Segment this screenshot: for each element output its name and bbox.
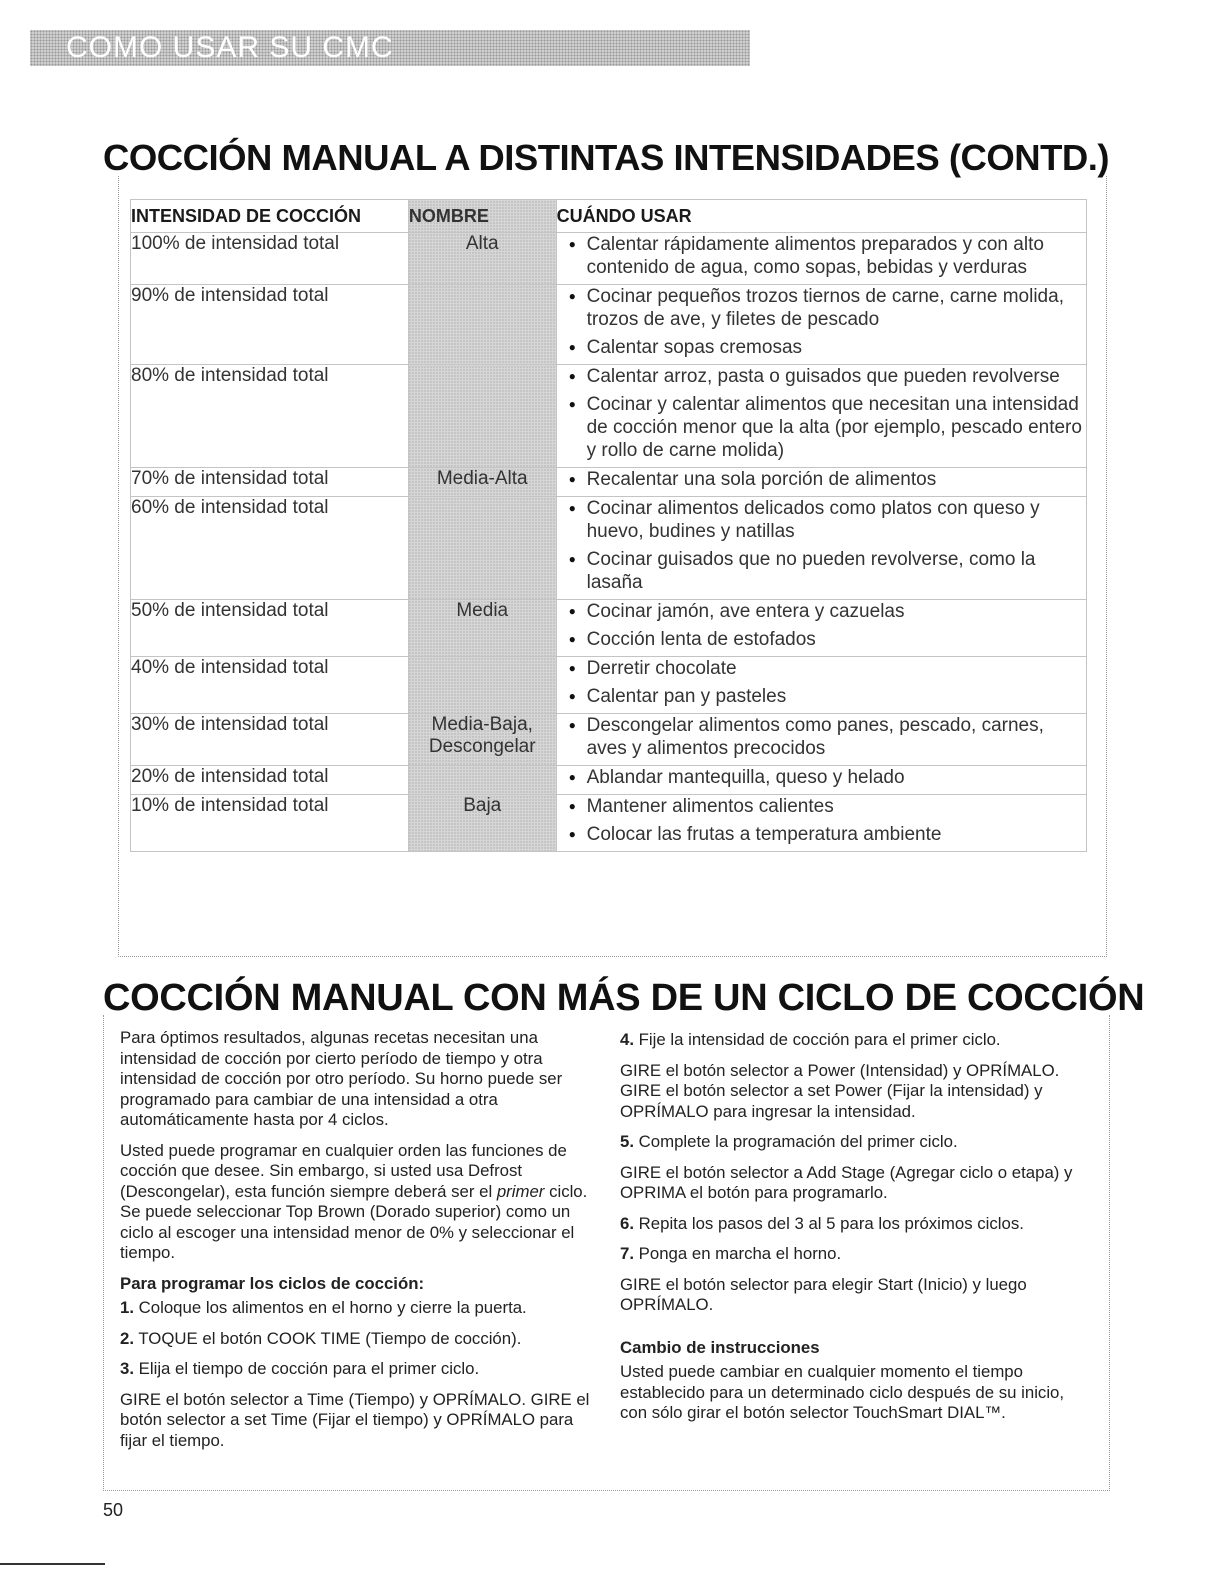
usage-cell [556,766,1086,795]
usage-cell [556,795,1086,852]
usage-item: ● Recalentar una sola porción de alimentos [557,468,1086,491]
usage-cell [556,497,1086,600]
usage-item: ● Cocinar y calentar alimentos que necesitan una intensidad de cocción menor que la alta (por ejemplo, pescado entero y rollo de carne molida) [557,393,1086,462]
name-cell [408,766,556,795]
step-4-number: 4. [620,1030,634,1049]
step-6-text: Repita los pasos del 3 al 5 para los próximos ciclos. [638,1213,1024,1233]
intensity-cell: 30% de intensidad total [131,714,409,766]
usage-item: ● Calentar pan y pasteles [557,685,1086,708]
step-1-text: Coloque los alimentos en el horno y cierre la puerta. [138,1298,527,1317]
name-cell [408,657,556,714]
usage-item: ● Cocinar guisados que no pueden revolverse, como la lasaña [557,548,1086,594]
intensity-cell: 40% de intensidad total [131,657,409,714]
step-3-number: 3. [120,1359,134,1378]
order-text-start: Usted puede programar en cualquier orden las funciones de cocción que desee. Sin embargo, si usted usa Defrost (Descongelar), esta función siempre deberá ser el [120,1140,567,1201]
usage-item: ● Calentar arroz, pasta o guisados que pueden revolverse [557,365,1086,388]
step-2-text: TOQUE el botón COOK TIME (Tiempo de cocción). [138,1328,522,1348]
usage-cell [556,600,1086,657]
program-heading: Para programar los ciclos de cocción: [120,1273,425,1293]
step-4-detail: GIRE el botón selector a Power (Intensidad) y OPRÍMALO. GIRE el botón selector a set Power (Fijar la intensidad) y OPRÍMALO para ingresar la intensidad. [620,1060,1060,1121]
usage-cell [556,468,1086,497]
name-cell: Media [408,600,556,657]
header-when: CUÁNDO USAR [556,200,1086,233]
bottom-rule [0,1563,105,1565]
intensity-cell: 60% de intensidad total [131,497,409,600]
step-2 [120,1329,590,1350]
table-row [131,766,1087,795]
table-header-row [131,200,1087,233]
usage-item: ● Ablandar mantequilla, queso y helado [557,766,1086,789]
step-6 [620,1214,1095,1235]
section-title: COCCIÓN MANUAL CON MÁS DE UN CICLO DE COCCIÓN [103,977,1145,1019]
order-paragraph [120,1141,590,1264]
name-cell [408,497,556,600]
intensity-cell: 20% de intensidad total [131,766,409,795]
step-3-detail: GIRE el botón selector a Time (Tiempo) y OPRÍMALO. GIRE el botón selector a set Time (Fijar el tiempo) y OPRÍMALO para fijar el tiempo. [120,1389,590,1450]
usage-item: ● Cocinar alimentos delicados como platos con queso y huevo, budines y natillas [557,497,1086,543]
section-label: COMO USAR SU CMC [66,31,394,64]
header-intensity: INTENSIDAD DE COCCIÓN [131,200,409,233]
change-heading: Cambio de instrucciones [620,1337,820,1357]
usage-item: ● Mantener alimentos calientes [557,795,1086,818]
table-row [131,468,1087,497]
step-7-number: 7. [620,1244,634,1263]
name-cell: Alta [408,233,556,285]
usage-cell [556,285,1086,365]
table-row [131,285,1087,365]
usage-cell [556,714,1086,766]
name-cell: Media-Alta [408,468,556,497]
step-1-number: 1. [120,1298,134,1317]
table-title: COCCIÓN MANUAL A DISTINTAS INTENSIDADES (CONTD.) [103,137,1110,178]
step-4-text: Fije la intensidad de cocción para el primer ciclo. [638,1030,1001,1049]
usage-item: ● Calentar sopas cremosas [557,336,1086,359]
usage-cell [556,365,1086,468]
name-cell [408,285,556,365]
step-7 [620,1244,1095,1265]
usage-item: ● Colocar las frutas a temperatura ambiente [557,823,1086,846]
intensity-cell: 70% de intensidad total [131,468,409,497]
usage-cell [556,657,1086,714]
table-row [131,795,1087,852]
table-row [131,233,1087,285]
step-5-number: 5. [620,1132,634,1151]
table-row [131,657,1087,714]
step-4 [620,1030,1095,1051]
step-5-detail: GIRE el botón selector a Add Stage (Agregar ciclo o etapa) y OPRIMA el botón para programarlo. [620,1162,1073,1202]
usage-item: ● Calentar rápidamente alimentos preparados y con alto contenido de agua, como sopas, bebidas y verduras [557,233,1086,279]
left-column [120,1028,590,1461]
usage-item: ● Cocción lenta de estofados [557,628,1086,651]
table-row [131,365,1087,468]
order-emphasis: primer [496,1181,545,1201]
step-5-text: Complete la programación del primer ciclo. [638,1132,958,1151]
name-cell: Baja [408,795,556,852]
step-5 [620,1132,1095,1153]
usage-cell [556,233,1086,285]
usage-item: ● Descongelar alimentos como panes, pescado, carnes, aves y alimentos precocidos [557,714,1086,760]
header-name: NOMBRE [408,200,556,233]
table-row [131,497,1087,600]
usage-item: ● Cocinar pequeños trozos tiernos de carne, carne molida, trozos de ave, y filetes de pescado [557,285,1086,331]
step-1 [120,1298,590,1319]
intensity-cell: 90% de intensidad total [131,285,409,365]
intensity-cell: 100% de intensidad total [131,233,409,285]
table-row [131,600,1087,657]
section-banner [30,30,750,66]
intensity-cell: 50% de intensidad total [131,600,409,657]
usage-item: ● Derretir chocolate [557,657,1086,680]
usage-item: ● Cocinar jamón, ave entera y cazuelas [557,600,1086,623]
step-7-detail: GIRE el botón selector para elegir Start (Inicio) y luego OPRÍMALO. [620,1274,1027,1314]
table-body [131,233,1087,852]
name-cell: Media-Baja, Descongelar [408,714,556,766]
intensity-cell: 80% de intensidad total [131,365,409,468]
right-column [620,1030,1095,1434]
step-2-number: 2. [120,1328,134,1348]
intro-paragraph: Para óptimos resultados, algunas recetas necesitan una intensidad de cocción por cierto período de tiempo y otra intensidad de cocción por otro período. Su horno puede ser programado para cambiar de una intensidad a otra automáticamente hasta por 4 ciclos. [120,1028,563,1129]
change-paragraph: Usted puede cambiar en cualquier momento el tiempo establecido para un determinado ciclo después de su inicio, con sólo girar el botón selector TouchSmart DIAL™. [620,1362,1065,1422]
table-row [131,714,1087,766]
power-level-table [130,199,1087,852]
step-7-text: Ponga en marcha el horno. [638,1244,842,1263]
intensity-cell: 10% de intensidad total [131,795,409,852]
name-cell [408,365,556,468]
page-number: 50 [103,1500,124,1520]
order-text-end: ciclo. Se puede seleccionar Top Brown (Dorado superior) como un ciclo al escoger una intensidad menor de 0% y seleccionar el tiempo. [120,1181,588,1262]
step-6-number: 6. [620,1213,634,1233]
step-3 [120,1359,590,1380]
step-3-text: Elija el tiempo de cocción para el primer ciclo. [138,1359,480,1378]
